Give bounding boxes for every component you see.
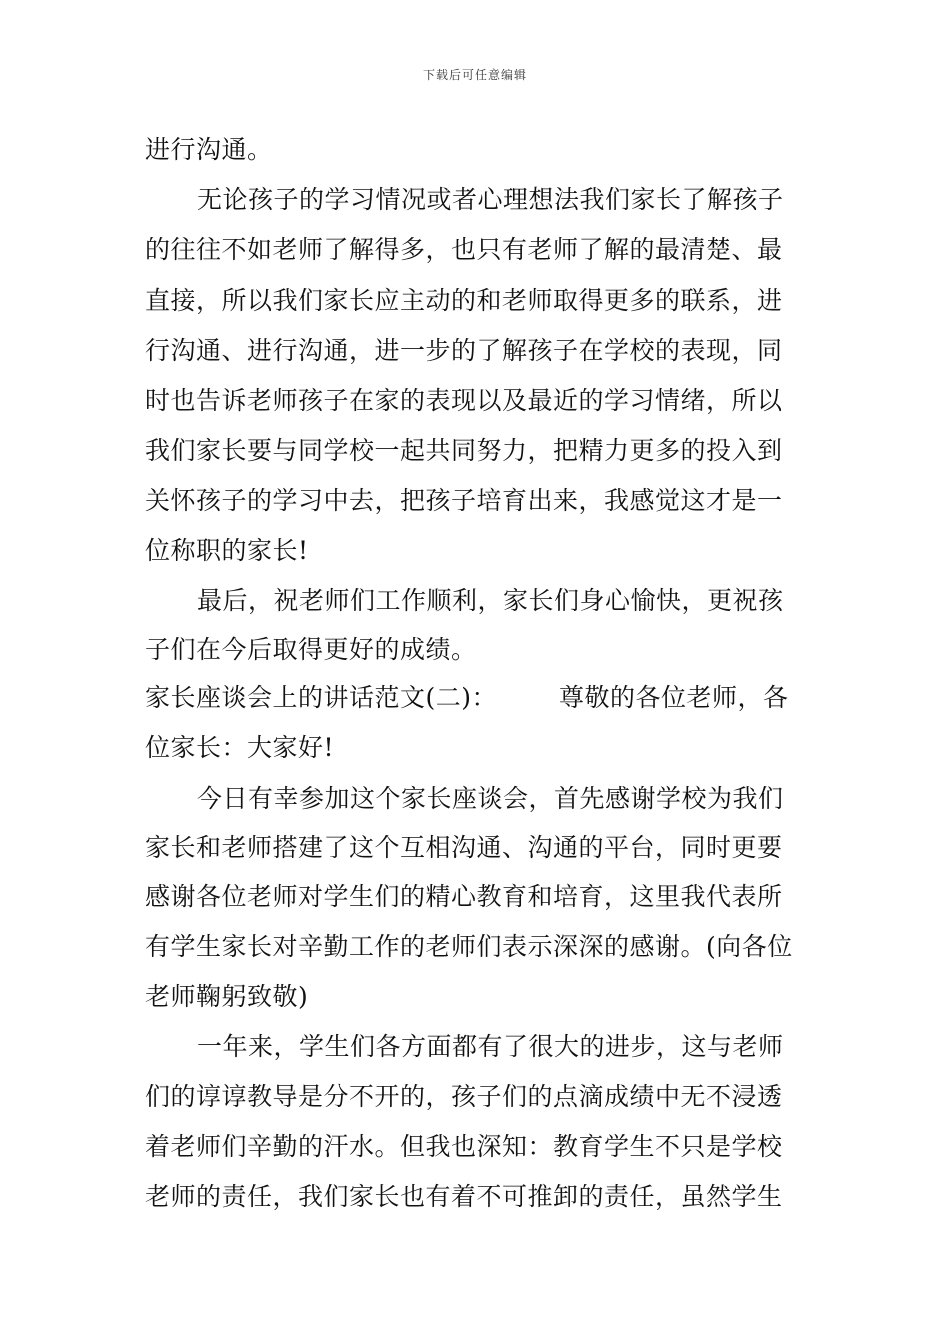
- text-line: 的往往不如老师了解得多，也只有老师了解的最清楚、最: [145, 235, 783, 264]
- text-line: 时也告诉老师孩子在家的表现以及最近的学习情绪，所以: [145, 386, 783, 415]
- text-line: 我们家长要与同学校一起共同努力，把精力更多的投入到: [145, 436, 783, 465]
- text-line: 位家长：大家好!: [145, 733, 335, 762]
- section-title: 家长座谈会上的讲话范文(二)：: [145, 683, 498, 712]
- text-line: 行沟通、进行沟通，进一步的了解孩子在学校的表现，同: [145, 336, 783, 365]
- text-line: 进行沟通。: [145, 135, 273, 164]
- text-line: 感谢各位老师对学生们的精心教育和培育，这里我代表所: [145, 882, 783, 911]
- greeting-start: 尊敬的各位老师，各: [559, 683, 789, 712]
- paragraph-first-line: 今日有幸参加这个家长座谈会，首先感谢学校为我们: [197, 784, 784, 813]
- section-title-line: [145, 683, 789, 713]
- paragraph-first-line: 最后，祝老师们工作顺利，家长们身心愉快，更祝孩: [197, 586, 784, 615]
- text-line: 们的谆谆教导是分不开的，孩子们的点滴成绩中无不浸透: [145, 1082, 783, 1111]
- paragraph-first-line: 一年来，学生们各方面都有了很大的进步，这与老师: [197, 1032, 784, 1061]
- text-line: 子们在今后取得更好的成绩。: [145, 635, 477, 664]
- text-line: 家长和老师搭建了这个互相沟通、沟通的平台，同时更要: [145, 833, 783, 862]
- text-line: 着老师们辛勤的汗水。但我也深知：教育学生不只是学校: [145, 1132, 783, 1161]
- text-line: 直接，所以我们家长应主动的和老师取得更多的联系，进: [145, 286, 783, 315]
- text-line: 老师鞠躬致敬): [145, 982, 309, 1011]
- paragraph-first-line: 无论孩子的学习情况或者心理想法我们家长了解孩子: [197, 185, 784, 214]
- text-line: 关怀孩子的学习中去，把孩子培育出来，我感觉这才是一: [145, 486, 783, 515]
- page-header: 下载后可任意编辑: [422, 68, 527, 82]
- text-line: 老师的责任，我们家长也有着不可推卸的责任，虽然学生: [145, 1182, 783, 1211]
- text-line: 有学生家长对辛勤工作的老师们表示深深的感谢。(向各位: [145, 932, 793, 961]
- text-line: 位称职的家长!: [145, 536, 309, 565]
